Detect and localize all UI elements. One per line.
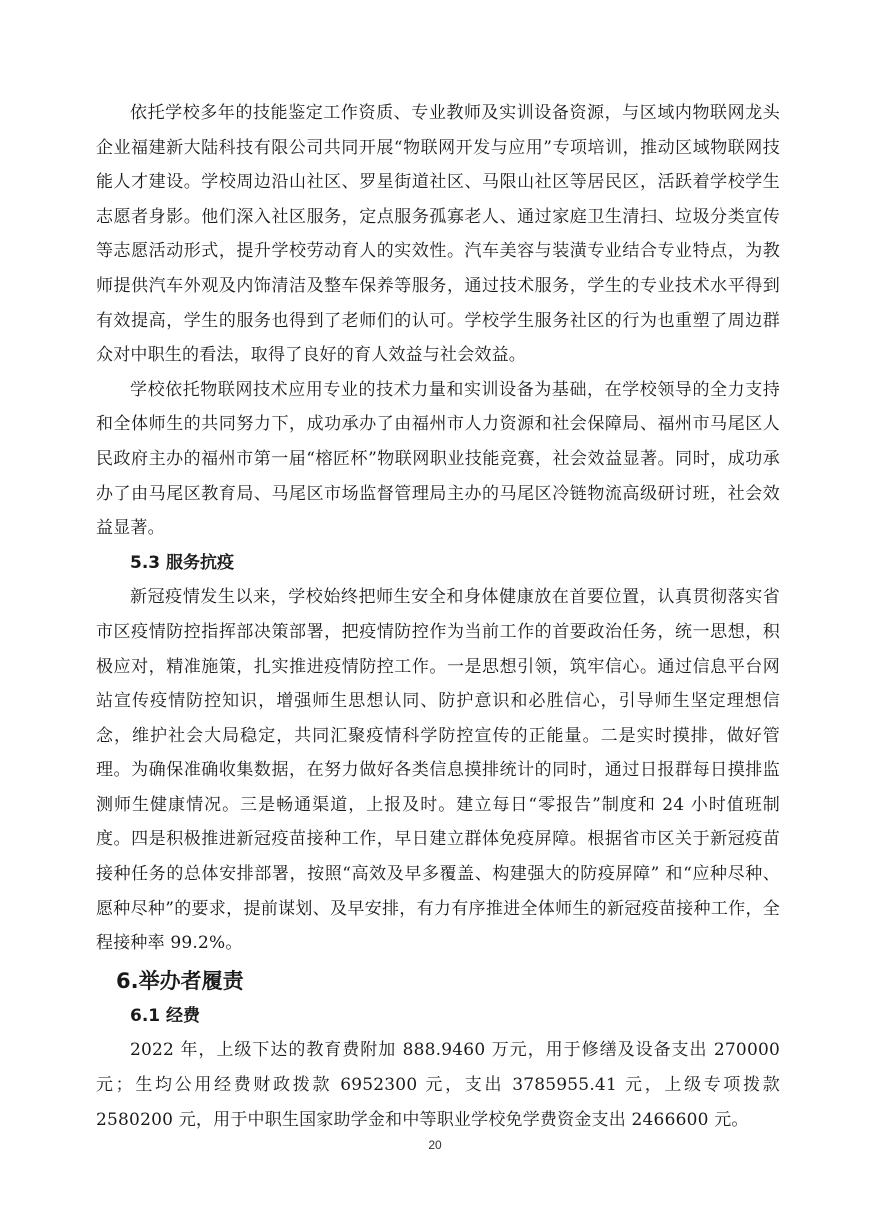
section-heading-6: 6.举办者履责: [116, 968, 244, 993]
paragraph-epidemic-service: 新冠疫情发生以来，学校始终把师生安全和身体健康放在首要位置，认真贯彻落实省市区疫情防控指挥部决策部署，把疫情防控作为当前工作的首要政治任务，统一思想，积极应对，精准施策，扎实推进疫情防控工作。一是思想引领，筑牢信心。通过信息平台网站宣传疫情防控知识，增强师生思想认同、防护意识和必胜信心，引导师生坚定理想信念，维护社会大局稳定，共同汇聚疫情科学防控宣传的正能量。二是实时摸排，做好管理。为确保准确收集数据，在努力做好各类信息摸排统计的同时，通过日报群每日摸排监测师生健康情况。三是畅通渠道，上报及时。建立每日“零报告”制度和 24 小时值班制度。四是积极推进新冠疫苗接种工作，早日建立群体免疫屏障。根据省市区关于新冠疫苗接种任务的总体安排部署，按照“高效及早多覆盖、构建强大的防疫屏障” 和“应种尽种、 愿种尽种”的要求，提前谋划、及早安排，有力有序推进全体师生的新冠疫苗接种工作，全程接种率 99.2%。: [96, 587, 780, 954]
paragraph-funding: 2022 年，上级下达的教育费附加 888.9460 万元，用于修缮及设备支出 270000 元；生均公用经费财政拨款 6952300 元，支出 3785955.41 元，上级专项拨款 2580200 元，用于中职生国家助学金和中等职业学校免学费资金支出 2466600 元。: [96, 1040, 780, 1130]
page-number: 20: [428, 1138, 442, 1152]
paragraph-competition-hosting: 学校依托物联网技术应用专业的技术力量和实训设备为基础，在学校领导的全力支持和全体师生的共同努力下，成功承办了由福州市人力资源和社会保障局、福州市马尾区人民政府主办的福州市第一届“榕匠杯”物联网职业技能竞赛，社会效益显著。同时，成功承办了由马尾区教育局、马尾区市场监督管理局主办的马尾区冷链物流高级研讨班，社会效益显著。: [96, 379, 780, 539]
document-body: [96, 96, 780, 1137]
section-heading-5-3: 5.3 服务抗疫: [130, 552, 235, 573]
section-heading-6-1: 6.1 经费: [130, 1005, 201, 1026]
paragraph-community-service: 依托学校多年的技能鉴定工作资质、专业教师及实训设备资源，与区域内物联网龙头企业福建新大陆科技有限公司共同开展“物联网开发与应用”专项培训，推动区域物联网技能人才建设。学校周边沿山社区、罗星街道社区、马限山社区等居民区，活跃着学校学生志愿者身影。他们深入社区服务，定点服务孤寡老人、通过家庭卫生清扫、垃圾分类宣传等志愿活动形式，提升学校劳动育人的实效性。汽车美容与装潢专业结合专业特点，为教师提供汽车外观及内饰清洁及整车保养等服务，通过技术服务，学生的专业技术水平得到有效提高，学生的服务也得到了老师们的认可。学校学生服务社区的行为也重塑了周边群众对中职生的看法，取得了良好的育人效益与社会效益。: [96, 103, 780, 366]
